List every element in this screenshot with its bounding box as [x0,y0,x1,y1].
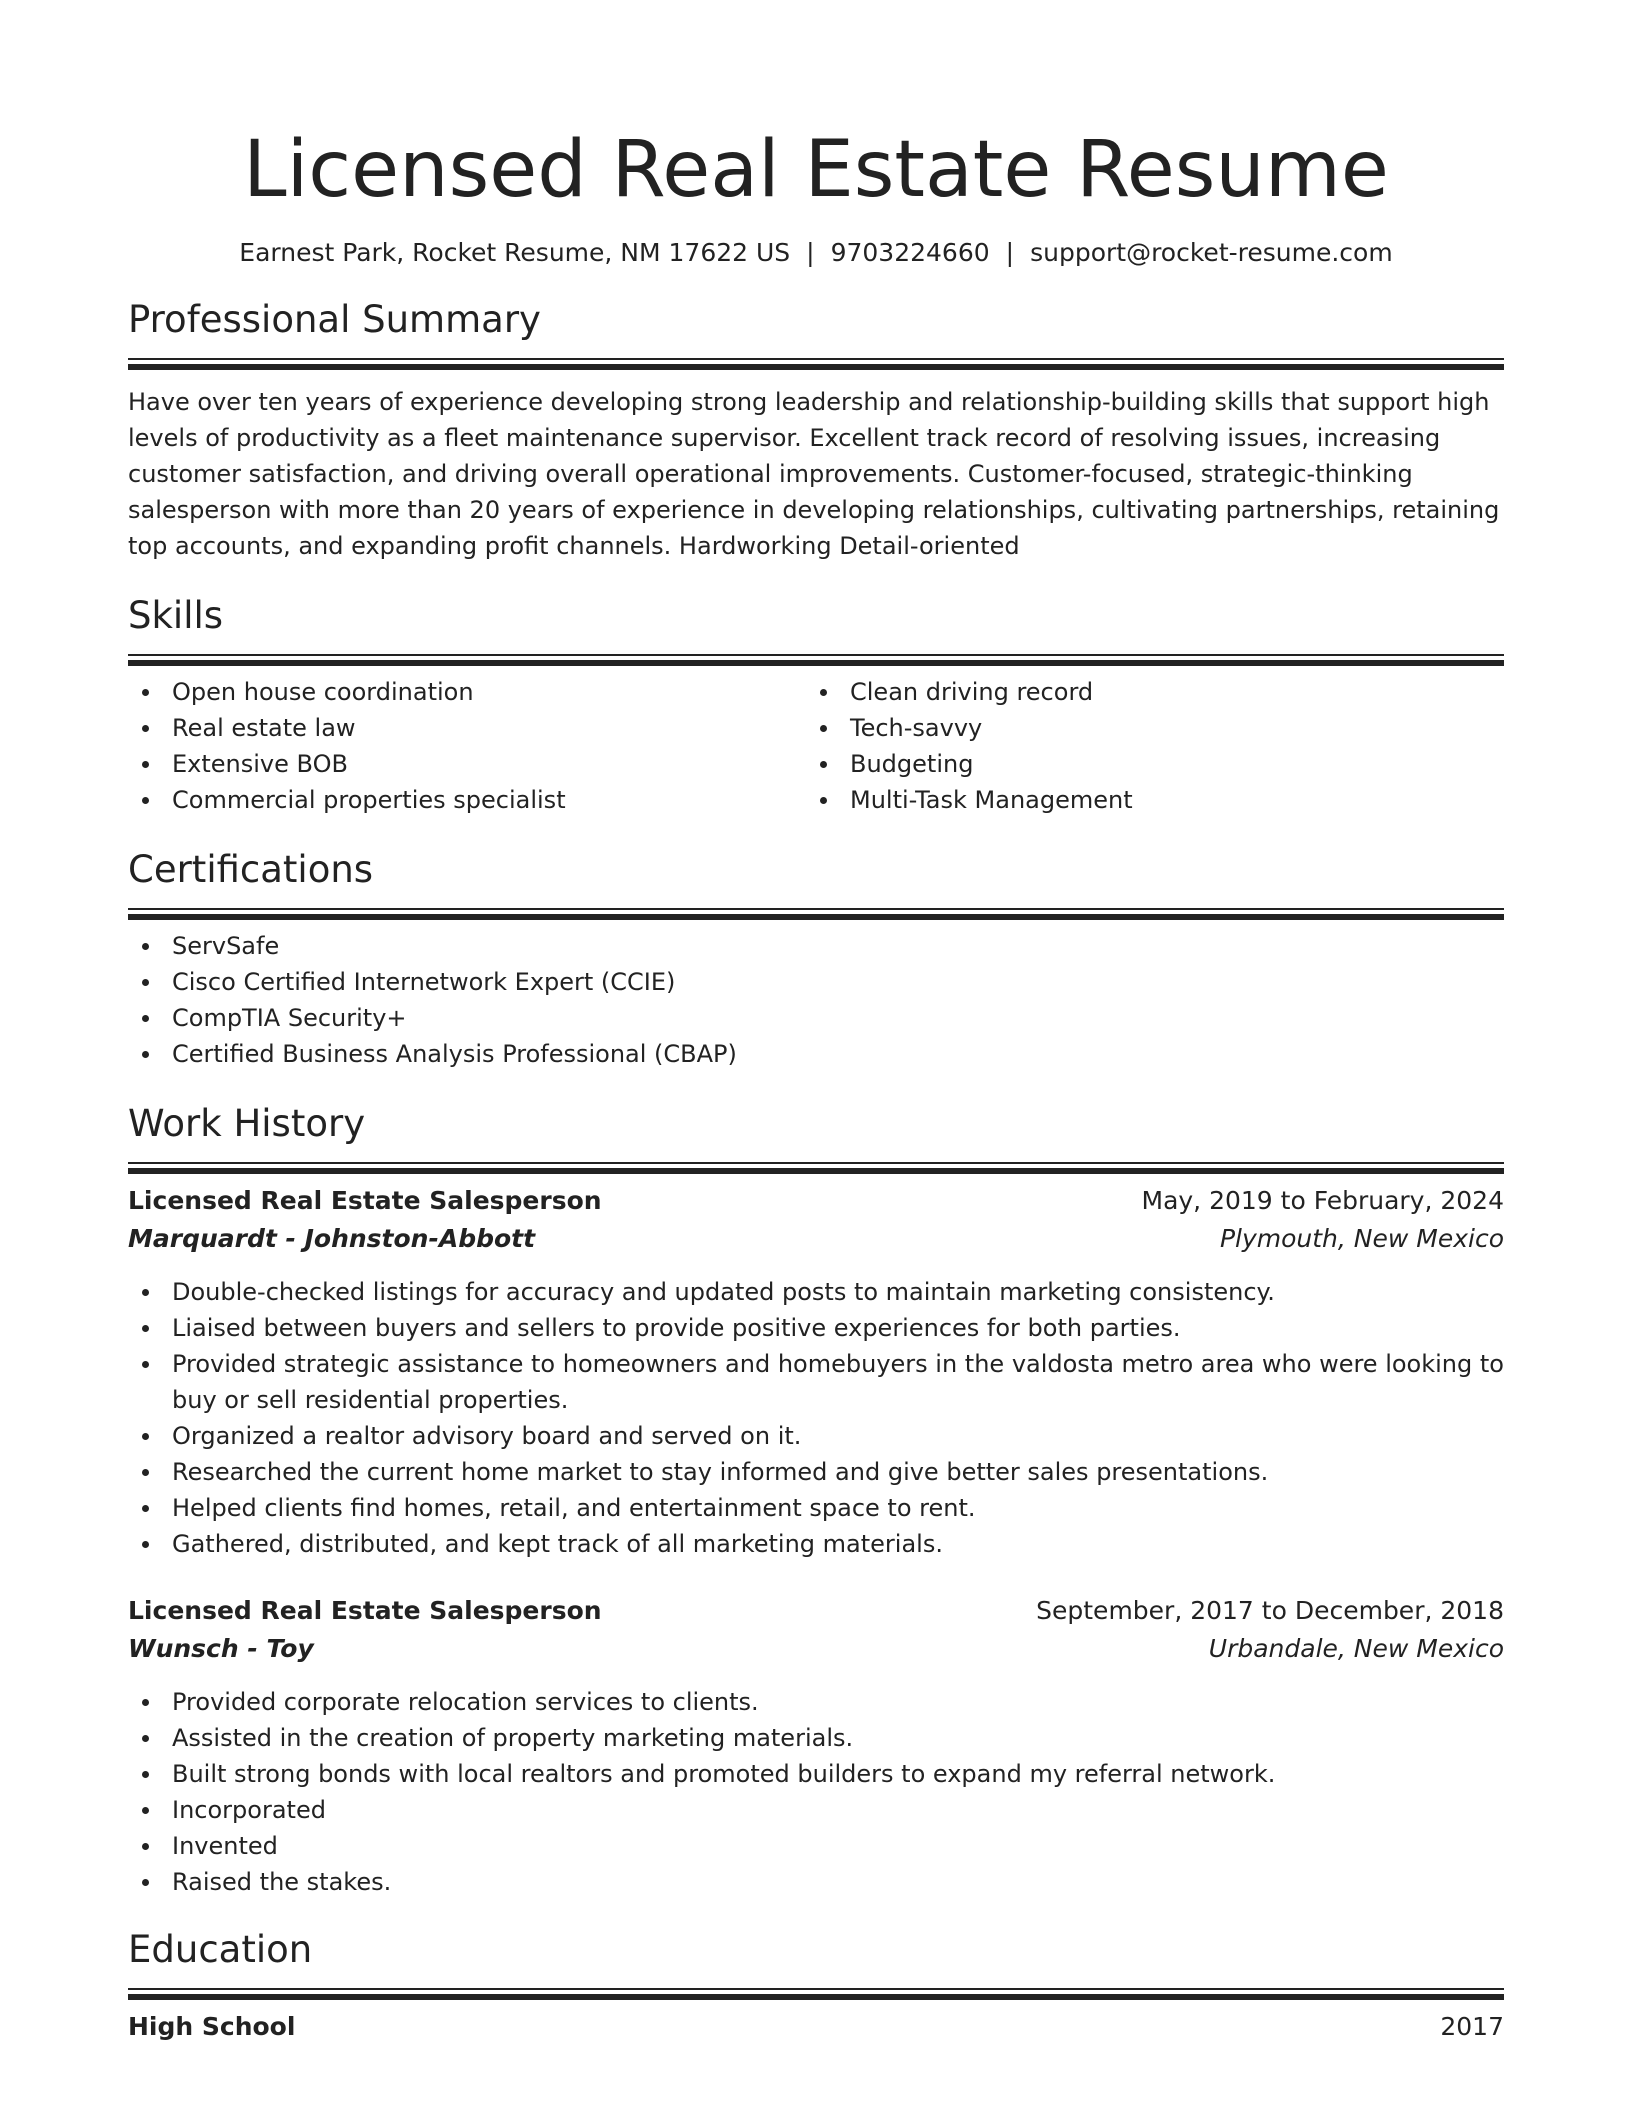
contact-separator: | [806,238,815,267]
job-bullet: Built strong bonds with local realtors and promoted builders to expand my referral network. [128,1756,1504,1792]
education-heading: Education [128,1928,313,1971]
certifications-list [128,928,1504,1072]
contact-email: support@rocket-resume.com [1030,238,1393,267]
education-year: 2017 [1440,2012,1504,2041]
skill-item: Clean driving record [806,674,1484,710]
section-divider [128,654,1504,656]
education-entry [128,2008,1504,2046]
job-location: Plymouth, New Mexico [1219,1224,1504,1253]
job-bullet: Provided strategic assistance to homeowners and homebuyers in the valdosta metro area who were looking to buy or sell residential properties. [128,1346,1504,1418]
job-bullet: Invented [128,1828,1504,1864]
skill-item: Extensive BOB [128,746,806,782]
job-subheader [128,1630,1504,1668]
job-bullet: Gathered, distributed, and kept track of all marketing materials. [128,1526,1504,1562]
job-location: Urbandale, New Mexico [1208,1634,1504,1663]
job-bullet: Assisted in the creation of property marketing materials. [128,1720,1504,1756]
job-dates: September, 2017 to December, 2018 [1036,1596,1504,1625]
summary-heading: Professional Summary [128,298,541,341]
work-section [128,1100,1504,1900]
certifications-heading: Certifications [128,848,374,891]
resume-page [128,0,1504,2046]
section-divider [128,1988,1504,1990]
job-bullets [128,1684,1504,1900]
skill-item: Multi-Task Management [806,782,1484,818]
job-bullet: Provided corporate relocation services to clients. [128,1684,1504,1720]
skill-item: Commercial properties specialist [128,782,806,818]
certification-item: ServSafe [128,928,1504,964]
section-divider [128,358,1504,360]
section-divider [128,908,1504,910]
skills-heading: Skills [128,594,224,637]
job-entry [128,1182,1504,1562]
contact-line [128,236,1504,270]
contact-phone: 9703224660 [830,238,990,267]
skill-item: Tech-savvy [806,710,1484,746]
job-bullet: Incorporated [128,1792,1504,1828]
job-subheader [128,1220,1504,1258]
education-section [128,1926,1504,2046]
job-header [128,1182,1504,1220]
certification-item: Certified Business Analysis Professional (CBAP) [128,1036,1504,1072]
summary-text: Have over ten years of experience developing strong leadership and relationship-building skills that support high levels of productivity as a fleet maintenance supervisor. Excellent track record of resolving issues, increasing customer satisfaction, and driving overall operational improvements. Customer-focused, strategic-thinking salesperson with more than 20 years of experience in developing relationships, cultivating partnerships, retaining top accounts, and expanding profit channels. Hardworking Detail-oriented [128,388,1500,560]
skills-list-left [128,674,806,818]
skill-item: Budgeting [806,746,1484,782]
skill-item: Open house coordination [128,674,806,710]
section-divider [128,1162,1504,1164]
summary-section [128,296,1504,564]
certifications-section [128,846,1504,1072]
job-bullet: Raised the stakes. [128,1864,1504,1900]
job-entry [128,1592,1504,1900]
certification-item: Cisco Certified Internetwork Expert (CCIE) [128,964,1504,1000]
job-company: Marquardt - Johnston-Abbott [128,1224,536,1253]
job-title: Licensed Real Estate Salesperson [128,1596,602,1625]
contact-separator: | [1005,238,1015,267]
job-bullets [128,1274,1504,1562]
job-bullet: Helped clients find homes, retail, and entertainment space to rent. [128,1490,1504,1526]
contact-address: Earnest Park, Rocket Resume, NM 17622 US [239,238,791,267]
job-bullet: Organized a realtor advisory board and served on it. [128,1418,1504,1454]
page-title: Licensed Real Estate Resume [243,125,1389,215]
education-degree: High School [128,2012,296,2041]
job-header [128,1592,1504,1630]
skills-section [128,592,1504,818]
skill-item: Real estate law [128,710,806,746]
job-bullet: Researched the current home market to stay informed and give better sales presentations. [128,1454,1504,1490]
certification-item: CompTIA Security+ [128,1000,1504,1036]
job-company: Wunsch - Toy [128,1634,314,1663]
skills-list-right [806,674,1484,818]
job-title: Licensed Real Estate Salesperson [128,1186,602,1215]
work-heading: Work History [128,1102,366,1145]
job-dates: May, 2019 to February, 2024 [1141,1186,1504,1215]
job-bullet: Double-checked listings for accuracy and updated posts to maintain marketing consistency. [128,1274,1504,1310]
skills-grid [128,674,1504,818]
job-bullet: Liaised between buyers and sellers to provide positive experiences for both parties. [128,1310,1504,1346]
